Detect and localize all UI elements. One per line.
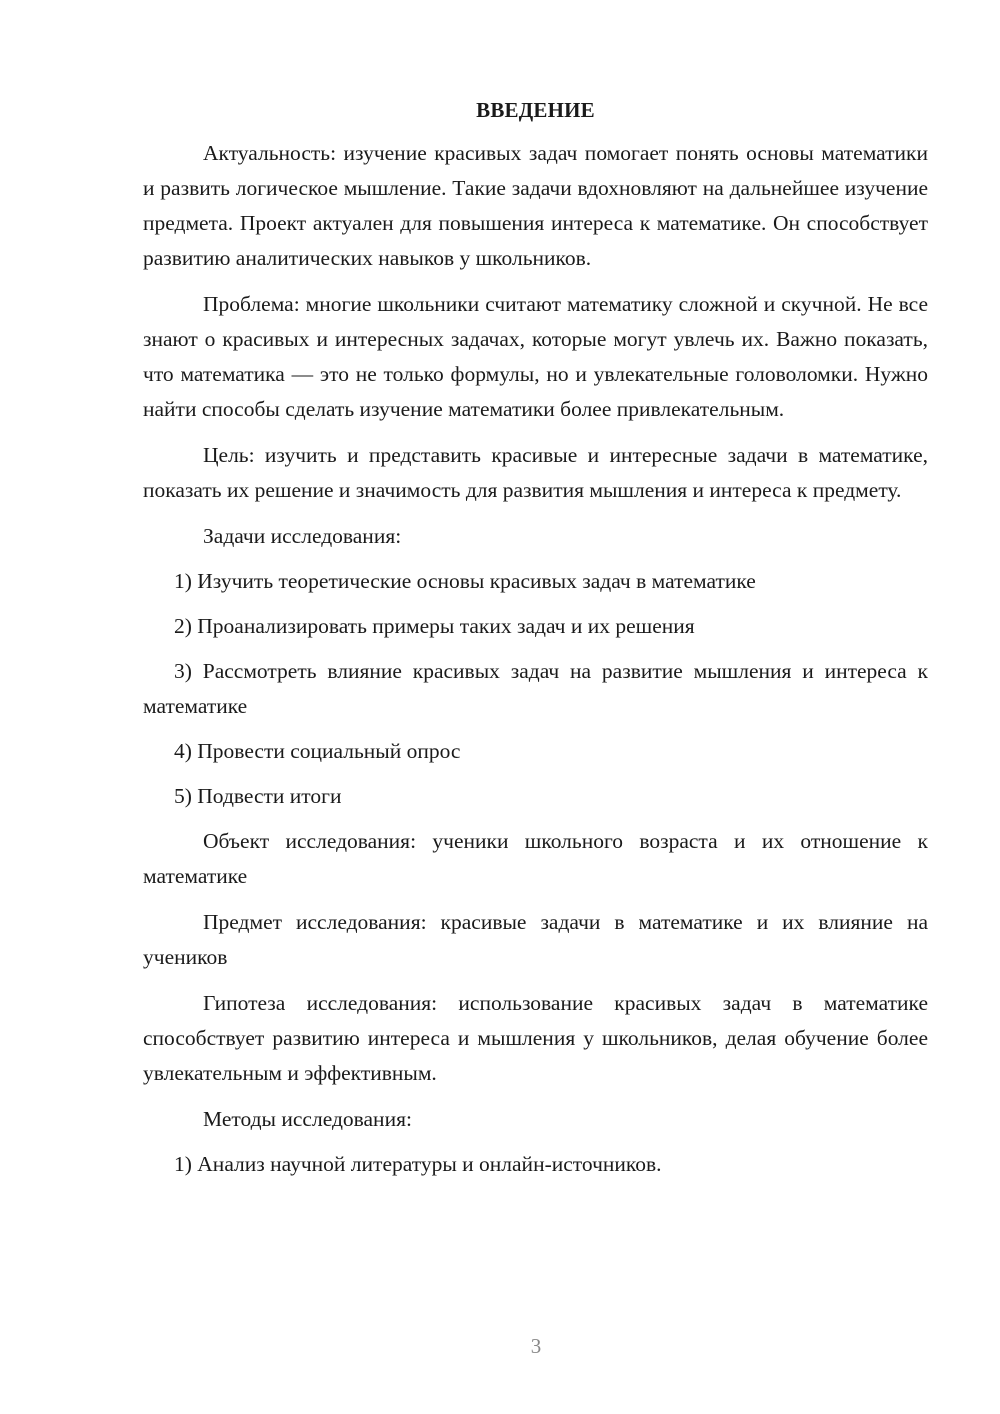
subject-paragraph: Предмет исследования: красивые задачи в математике и их влияние на учеников [143, 910, 928, 969]
problem-paragraph: Проблема: многие школьники считают математику сложной и скучной. Не все знают о красивых и интересных задачах, которые могут увлечь их. Важно показать, что математика — это не только формулы, но и увлекательные головоломки. Нужно найти способы сделать изучение математики более привлекательным. [143, 292, 928, 421]
page-number: 3 [530, 1334, 542, 1358]
relevance-paragraph: Актуальность: изучение красивых задач помогает понять основы математики и развить логическое мышление. Такие задачи вдохновляют на дальнейшее изучение предмета. Проект актуален для повышения интереса к математике. Он способствует развитию аналитических навыков у школьников. [143, 141, 928, 270]
hypothesis-paragraph: Гипотеза исследования: использование красивых задач в математике способствует развитию интереса и мышления у школьников, делая обучение более увлекательным и эффективным. [143, 991, 928, 1085]
goal-paragraph: Цель: изучить и представить красивые и интересные задачи в математике, показать их решение и значимость для развития мышления и интереса к предмету. [143, 443, 928, 502]
tasks-title: Задачи исследования: [203, 524, 402, 548]
object-paragraph: Объект исследования: ученики школьного возраста и их отношение к математике [143, 829, 928, 888]
document-page [143, 96, 928, 1192]
task-item-2: 2) Проанализировать примеры таких задач и их решения [174, 614, 695, 638]
task-item-5: 5) Подвести итоги [174, 784, 342, 808]
section-heading: ВВЕДЕНИЕ [476, 98, 595, 122]
task-item-3: 3) Рассмотреть влияние красивых задач на развитие мышления и интереса к математике [143, 659, 928, 718]
task-item-1: 1) Изучить теоретические основы красивых задач в математике [174, 569, 756, 593]
methods-title: Методы исследования: [203, 1107, 412, 1131]
task-item-4: 4) Провести социальный опрос [174, 739, 461, 763]
method-item-1: 1) Анализ научной литературы и онлайн-источников. [174, 1152, 662, 1176]
